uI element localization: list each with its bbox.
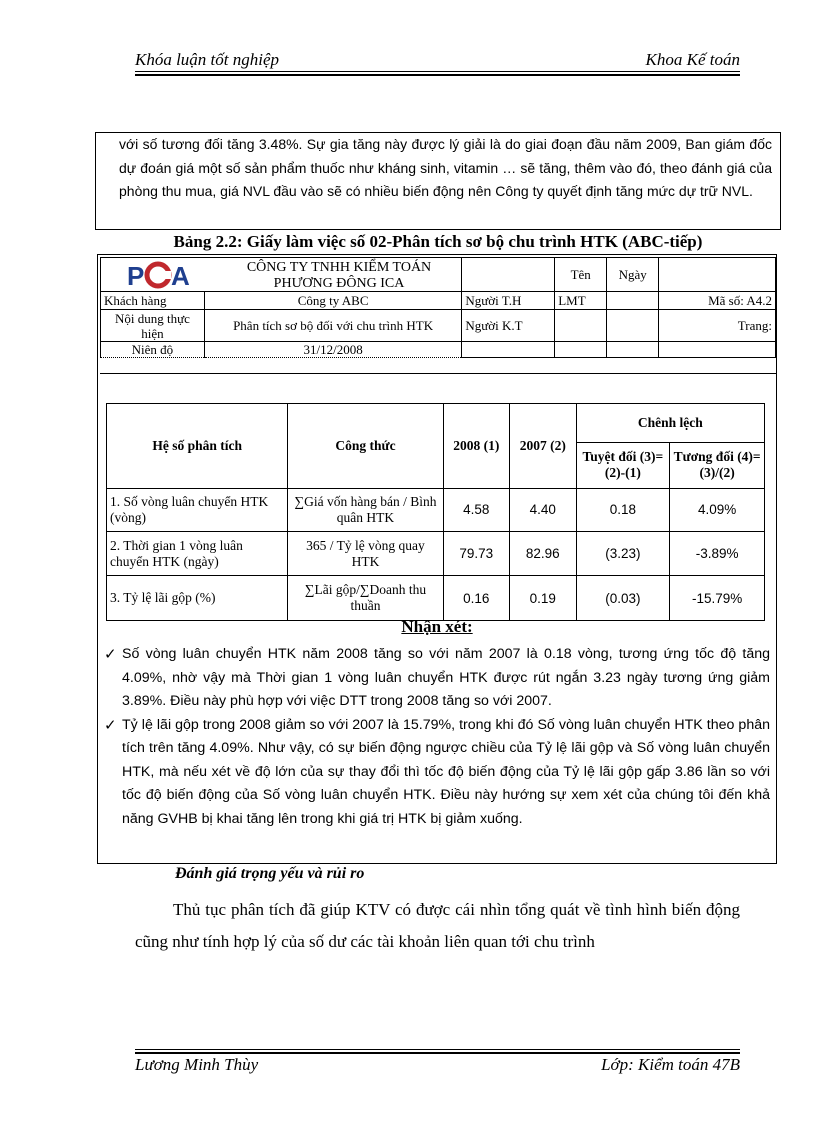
trang: Trang:	[659, 310, 776, 342]
footer-right: Lớp: Kiểm toán 47B	[601, 1055, 740, 1074]
continued-text-box	[95, 132, 781, 230]
row-2008: 79.73	[443, 531, 510, 576]
ngay-header: Ngày	[607, 258, 659, 292]
col-he-so: Hệ số phân tích	[107, 404, 288, 489]
row-name: 3. Tỷ lệ lãi gộp (%)	[107, 576, 288, 621]
analysis-table	[106, 403, 765, 621]
checkmark-icon: ✓	[104, 716, 117, 734]
row-2007: 82.96	[510, 531, 577, 576]
row-2007: 4.40	[510, 489, 577, 532]
table-title: Bảng 2.2: Giấy làm việc số 02-Phân tích sơ bộ chu trình HTK (ABC-tiếp)	[173, 232, 703, 251]
khach-hang-label: Khách hàng	[101, 292, 205, 310]
company-name: CÔNG TY TNHH KIỂM TOÁN PHƯƠNG ĐÔNG ICA	[246, 260, 432, 291]
page-footer	[135, 1055, 740, 1077]
nien-do-value: 31/12/2008	[204, 342, 462, 358]
col-cong-thuc: Công thức	[288, 404, 443, 489]
noi-dung-value: Phân tích sơ bộ đối với chu trình HTK	[204, 310, 462, 342]
blank-cell	[607, 310, 659, 342]
noi-dung-label: Nội dung thực hiện	[101, 310, 205, 342]
body-paragraph	[135, 894, 740, 958]
row-2008: 0.16	[443, 576, 510, 621]
footer-left: Lương Minh Thùy	[135, 1055, 259, 1074]
blank-cell	[462, 342, 555, 358]
company-cell	[101, 258, 462, 292]
row-formula: ∑Giá vốn hàng bán / Bình quân HTK	[288, 489, 443, 532]
row-rel: -3.89%	[670, 531, 765, 576]
blank-cell	[462, 258, 555, 292]
col-chenh-lech: Chênh lệch	[576, 404, 764, 443]
blank-cell	[659, 258, 776, 292]
col-tuong-doi: Tương đối (4)=(3)/(2)	[670, 442, 765, 489]
row-abs: (3.23)	[576, 531, 670, 576]
row-abs: 0.18	[576, 489, 670, 532]
nhan-xet-text: Tỷ lệ lãi gộp trong 2008 giảm so với 2007 là 15.79%, trong khi đó Số vòng luân chuyển HTK theo phân tích trên tăng 4.09%. Như vậy, có sự biến động ngược chiều của Tỷ lệ lãi gộp và Số vòng luân chuyển HTK, mà nếu xét về độ lớn của sự thay đổi thì tốc độ biến động của Tỷ lệ lãi gộp gấp 3.86 lần so với tốc độ biến động của Số vòng luân chuyển HTK. Điều này hướng sự xem xét của chúng tôi đến khả năng GVHB bị khai tăng lên trong khi giá trị HTK bị giảm xuống.	[122, 716, 770, 827]
nhan-xet-text: Số vòng luân chuyển HTK năm 2008 tăng so với năm 2007 là 0.18 vòng, tương ứng tốc độ tăng 4.09%, nhờ vậy mà Thời gian 1 vòng luân chuyển HTK được rút ngắn 3.23 ngày tương ứng giảm 3.89%. Điều này phù hợp với việc DTT trong 2008 tăng so với 2007.	[122, 646, 770, 709]
blank-cell	[607, 292, 659, 310]
header-left: Khóa luận tốt nghiệp	[135, 50, 280, 69]
pca-logo	[123, 261, 201, 289]
nhan-xet-list	[104, 643, 770, 831]
header-rule-thick	[135, 74, 740, 76]
footer-rule-thick	[135, 1052, 740, 1054]
table-row	[107, 489, 765, 532]
blank-cell	[555, 342, 607, 358]
row-formula: 365 / Tỷ lệ vòng quay HTK	[288, 531, 443, 576]
pca-logo-icon	[123, 261, 201, 289]
nguoi-kt-label: Người K.T	[462, 310, 555, 342]
list-item	[104, 643, 770, 714]
row-rel: 4.09%	[670, 489, 765, 532]
continued-text: với số tương đối tăng 3.48%. Sự gia tăng này được lý giải là do giai đoạn đầu năm 2009, Ban giám đốc dự đoán giá một số sản phẩm thuốc như kháng sinh, vitamin … sẽ tăng, thêm vào đó, theo đánh giá của phòng thu mua, giá NVL đầu vào sẽ có nhiều biến động nên Công ty quyết định tăng mức dự trữ NVL.	[119, 136, 772, 199]
blank-cell	[659, 342, 776, 358]
nguoi-th-label: Người T.H	[462, 292, 555, 310]
working-paper-header-grid	[100, 257, 776, 358]
col-tuyet-doi: Tuyệt đối (3)=(2)-(1)	[576, 442, 670, 489]
ten-header: Tên	[555, 258, 607, 292]
header-right: Khoa Kế toán	[645, 50, 740, 69]
row-2008: 4.58	[443, 489, 510, 532]
nhan-xet-title: Nhận xét:	[401, 617, 473, 636]
khach-hang-value: Công ty ABC	[204, 292, 462, 310]
col-2008: 2008 (1)	[443, 404, 510, 489]
row-2007: 0.19	[510, 576, 577, 621]
nien-do-label: Niên độ	[101, 342, 205, 358]
nguoi-th-value: LMT	[555, 292, 607, 310]
section-subheading: Đánh giá trọng yếu và rủi ro	[175, 865, 365, 882]
row-name: 1. Số vòng luân chuyển HTK (vòng)	[107, 489, 288, 532]
svg-text:A: A	[171, 261, 190, 289]
section-divider	[100, 373, 776, 374]
ma-so: Mã số: A4.2	[659, 292, 776, 310]
working-paper-box	[97, 254, 777, 864]
table-row	[107, 576, 765, 621]
col-2007: 2007 (2)	[510, 404, 577, 489]
row-formula: ∑Lãi gộp/∑Doanh thu thuần	[288, 576, 443, 621]
row-abs: (0.03)	[576, 576, 670, 621]
table-row	[107, 531, 765, 576]
row-name: 2. Thời gian 1 vòng luân chuyển HTK (ngày)	[107, 531, 288, 576]
row-rel: -15.79%	[670, 576, 765, 621]
page-header	[135, 50, 740, 72]
blank-cell	[555, 310, 607, 342]
blank-cell	[607, 342, 659, 358]
paragraph-text: Thủ tục phân tích đã giúp KTV có được cái nhìn tổng quát về tình hình biến động cũng như tính hợp lý của số dư các tài khoản liên quan tới chu trình	[135, 900, 740, 951]
header-rule	[135, 71, 740, 72]
svg-text:P: P	[127, 261, 144, 289]
checkmark-icon: ✓	[104, 646, 117, 663]
list-item	[104, 714, 770, 832]
footer-rule	[135, 1049, 740, 1050]
